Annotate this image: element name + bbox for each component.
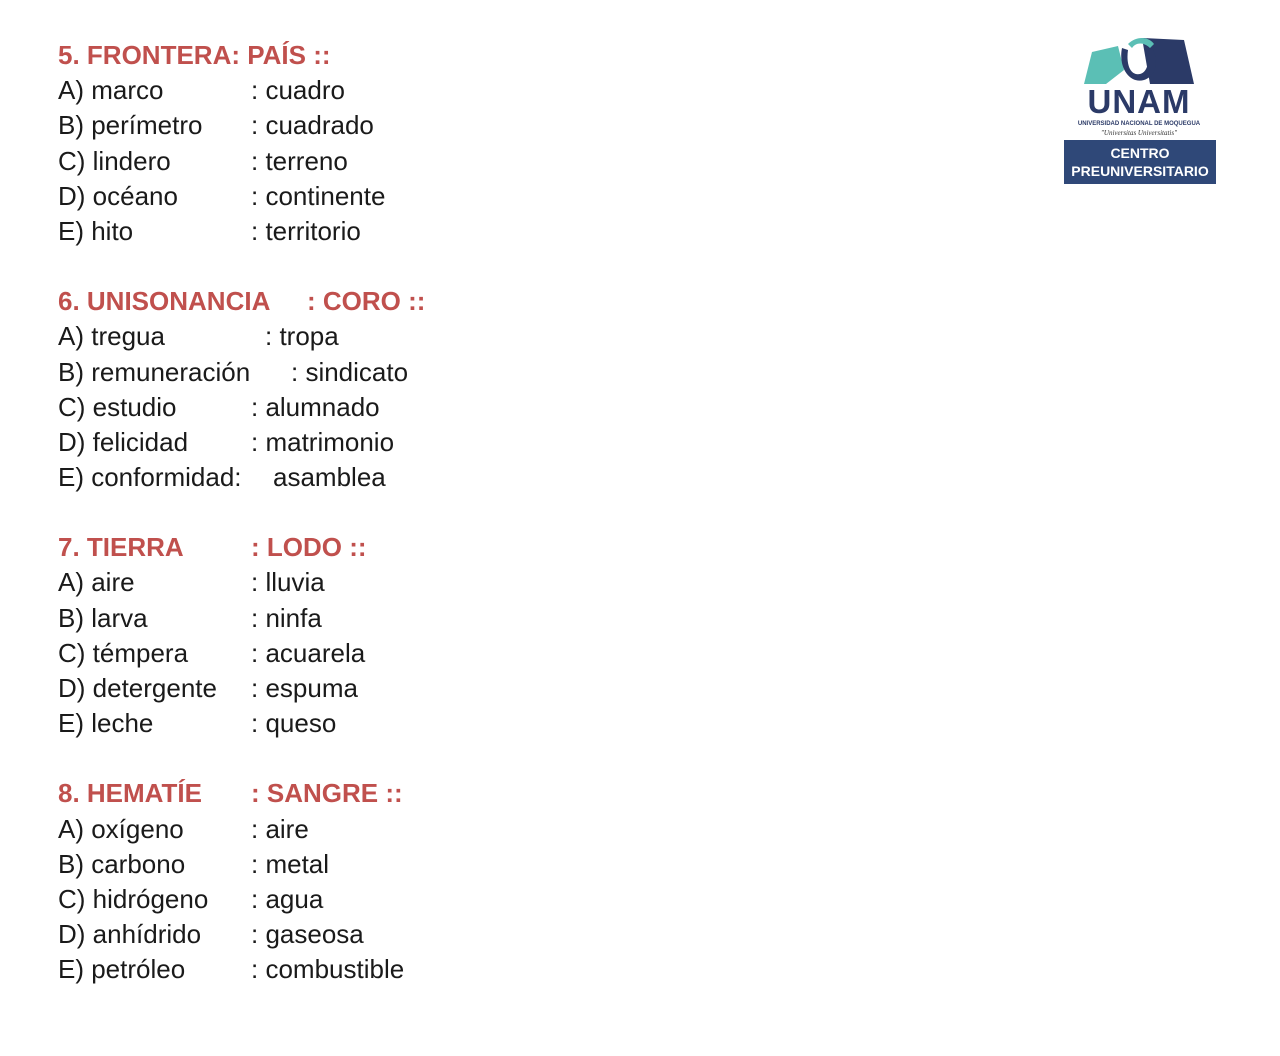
- question-stem: 8. HEMATÍE: [58, 778, 202, 809]
- option-b: [58, 847, 958, 882]
- option-term: C) hidrógeno: [58, 883, 209, 914]
- option-term: D) detergente: [58, 673, 217, 703]
- option-pair: : agua: [251, 883, 324, 914]
- logo-motto: "Universitas Universitatis": [1100, 129, 1178, 137]
- option-pair: : cuadrado: [251, 110, 374, 141]
- option-term: C) témpera: [58, 637, 189, 668]
- option-a: [58, 812, 958, 847]
- option-pair: asamblea: [273, 462, 386, 493]
- option-pair: : ninfa: [251, 602, 322, 633]
- question-title: [58, 776, 958, 811]
- option-a: [58, 319, 958, 354]
- question-pair: : SANGRE ::: [251, 778, 403, 809]
- option-pair: : continente: [251, 180, 386, 211]
- option-pair: : matrimonio: [251, 426, 395, 457]
- option-term: C) lindero: [58, 145, 171, 176]
- option-a: [58, 73, 958, 108]
- question-stem: 5. FRONTERA: PAÍS ::: [58, 40, 331, 70]
- option-term: B) carbono: [58, 848, 186, 879]
- option-d: [58, 917, 958, 952]
- question-8: [58, 776, 958, 987]
- option-pair: : terreno: [251, 145, 348, 176]
- badge-line-2: PREUNIVERSITARIO: [1071, 163, 1209, 179]
- university-emblem-icon: [1084, 34, 1196, 86]
- option-term: B) larva: [58, 602, 148, 633]
- logo-subtitle: UNIVERSIDAD NACIONAL DE MOQUEGUA: [1077, 121, 1201, 127]
- option-d: [58, 179, 958, 214]
- option-pair: : alumnado: [251, 391, 380, 422]
- question-5: [58, 38, 958, 249]
- option-term: D) anhídrido: [58, 919, 202, 950]
- question-title: [58, 284, 958, 319]
- option-term: E) petróleo: [58, 954, 186, 985]
- question-pair: : LODO ::: [251, 532, 367, 563]
- option-b: [58, 108, 958, 143]
- option-c: [58, 636, 958, 671]
- option-pair: : metal: [251, 848, 330, 879]
- logo-badge: [1064, 140, 1216, 184]
- option-e: [58, 460, 958, 495]
- option-b: [58, 601, 958, 636]
- worksheet-content: [58, 38, 958, 988]
- option-e: [58, 214, 958, 249]
- option-pair: : cuadro: [251, 75, 345, 106]
- question-stem: 7. TIERRA: [58, 532, 184, 563]
- option-term: D) felicidad: [58, 426, 189, 457]
- option-c: [58, 882, 958, 917]
- option-term: A) aire: [58, 567, 135, 598]
- logo-name: UNAM: [1087, 83, 1191, 120]
- option-pair: : lluvia: [251, 567, 325, 598]
- option-b: [58, 355, 958, 390]
- option-e: [58, 952, 958, 987]
- option-c: [58, 390, 958, 425]
- option-pair: : sindicato: [291, 356, 409, 387]
- option-e: [58, 706, 958, 741]
- option-term: E) leche: [58, 708, 154, 739]
- question-7: [58, 530, 958, 741]
- option-term: B) perímetro: [58, 110, 203, 141]
- option-pair: : queso: [251, 708, 337, 739]
- option-term: C) estudio: [58, 391, 177, 422]
- question-pair: : CORO ::: [307, 286, 426, 317]
- option-a: [58, 565, 958, 600]
- option-pair: : combustible: [251, 954, 405, 985]
- option-term: B) remuneración: [58, 356, 251, 387]
- option-pair: : tropa: [265, 321, 339, 352]
- option-d: [58, 671, 958, 706]
- option-term: A) oxígeno: [58, 813, 184, 844]
- question-title: [58, 530, 958, 565]
- option-pair: : espuma: [251, 673, 358, 703]
- option-pair: : acuarela: [251, 637, 366, 668]
- unam-logo: [1060, 30, 1218, 186]
- option-term: E) hito: [58, 215, 134, 246]
- option-term: E) conformidad:: [58, 462, 242, 493]
- question-stem: 6. UNISONANCIA: [58, 286, 271, 317]
- option-term: D) océano: [58, 180, 178, 211]
- option-pair: : territorio: [251, 215, 361, 246]
- option-term: A) tregua: [58, 321, 165, 352]
- question-6: [58, 284, 958, 495]
- option-c: [58, 144, 958, 179]
- option-term: A) marco: [58, 75, 164, 106]
- badge-line-1: CENTRO: [1110, 145, 1170, 161]
- option-pair: : gaseosa: [251, 919, 364, 950]
- option-d: [58, 425, 958, 460]
- question-title: [58, 38, 958, 73]
- option-pair: : aire: [251, 813, 309, 844]
